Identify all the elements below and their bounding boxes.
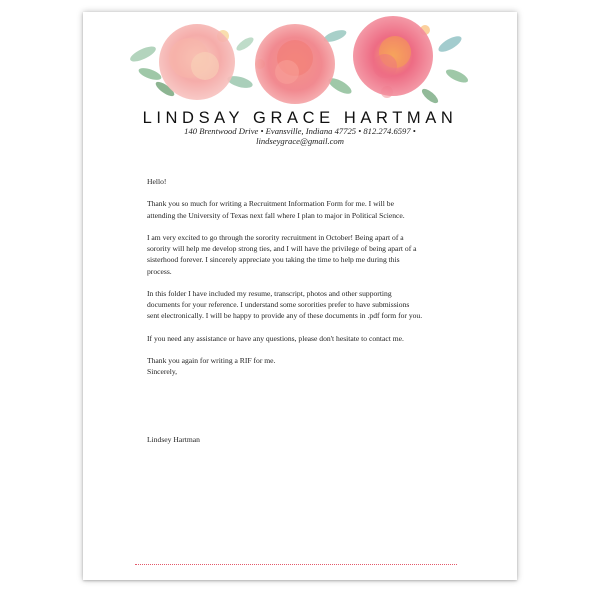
letter-greeting: Hello!	[147, 177, 167, 186]
footer-dotted-divider	[135, 564, 457, 565]
letter-paragraph: If you need any assistance or have any questions, please don't hesitate to contact me.	[147, 333, 404, 343]
letter-page	[83, 12, 517, 580]
letter-paragraph: In this folder I have included my resume, transcript, photos and other supporting documents for your reference. I understand some sororities prefer to have submissions sent electronically. I will be happy to provide any of these documents in .pdf form for you.	[147, 288, 423, 321]
author-name: LINDSAY GRACE HARTMAN	[142, 109, 458, 127]
contact-address-line: 140 Brentwood Drive • Evansville, Indiana 47725 • 812.274.6597 •	[184, 126, 416, 136]
letter-signature: Lindsey Hartman	[147, 435, 200, 444]
letter-closing: Thank you again for writing a RIF for me. Sincerely,	[147, 356, 276, 377]
contact-email-line: lindseygrace@gmail.com	[256, 136, 344, 146]
letter-paragraph: I am very excited to go through the sorority recruitment in October! Being apart of a sorority will help me develop strong ties, and I will have the privilege of being apart of a sisterhood forever. I sincerely appreciate you taking the time to help me during this process.	[147, 232, 417, 276]
letter-paragraph: Thank you so much for writing a Recruitment Information Form for me. I will be attending the University of Texas next fall where I plan to major in Political Science.	[147, 199, 405, 220]
floral-garland-icon	[125, 14, 475, 122]
letter-body	[147, 176, 467, 378]
